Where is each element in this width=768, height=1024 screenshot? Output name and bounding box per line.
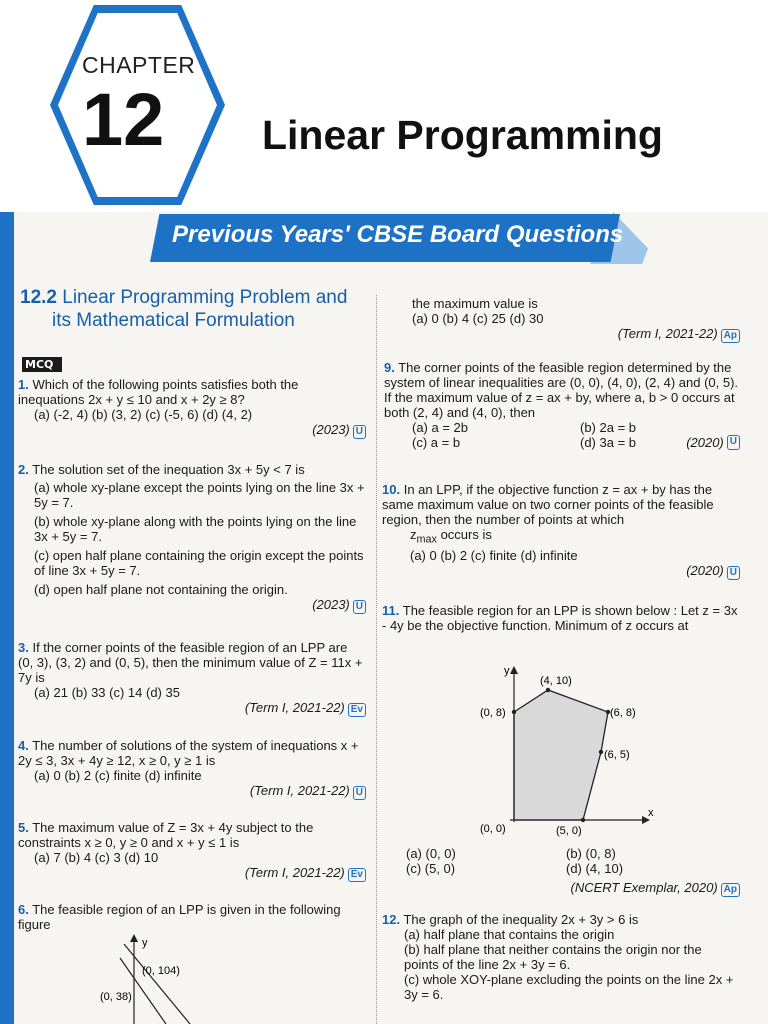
option-c: (c) whole XOY-plane excluding the points on the line 2x + 3y = 6. (404, 972, 734, 1002)
question-10 (382, 482, 740, 580)
point-label: (5, 0) (556, 825, 582, 837)
question-options: (a) 7 (b) 4 (c) 3 (d) 10 (34, 850, 159, 865)
option-b: (b) half plane that neither contains the origin nor the points of the line 2x + 3y = 6. (404, 942, 702, 972)
graph-point-label: (0, 104) (142, 965, 180, 977)
question-options: (a) 0 (b) 2 (c) finite (d) infinite (34, 768, 202, 783)
point-label: (6, 8) (610, 707, 636, 719)
question-number: 2. (18, 462, 29, 477)
question-9 (384, 360, 740, 450)
option-a: (a) whole xy-plane except the points lying on the line 3x + 5y = 7. (34, 480, 365, 510)
corner-point (546, 688, 550, 692)
corner-point (581, 818, 585, 822)
question-number: 3. (18, 640, 29, 655)
y-axis-arrow (130, 934, 138, 942)
question-number: 5. (18, 820, 29, 835)
question-number: 4. (18, 738, 29, 753)
graph-y-label: y (142, 937, 148, 949)
question-options: (a) (-2, 4) (b) (3, 2) (c) (-5, 6) (d) (4, 2) (34, 407, 253, 422)
difficulty-tag: U (353, 425, 366, 439)
zmax-symbol: z (410, 527, 417, 542)
question-text: Which of the following points satisfies both the inequations 2x + y ≤ 10 and x + 2y ≥ 8? (18, 377, 299, 407)
section-title (20, 286, 370, 332)
axis-label-x: x (648, 807, 654, 819)
y-axis-arrow (510, 666, 518, 674)
question-source: (2020) (686, 562, 724, 578)
question-text: The feasible region of an LPP is given in the following figure (18, 902, 341, 932)
question-3 (18, 640, 366, 717)
graph-point-label: (0, 38) (100, 991, 132, 1003)
chapter-title: Linear Programming (262, 112, 663, 158)
corner-point (512, 710, 516, 714)
difficulty-tag: U (727, 435, 740, 450)
option-a: (a) half plane that contains the origin (404, 927, 615, 942)
question-number: 6. (18, 902, 29, 917)
difficulty-tag: Ev (348, 868, 366, 882)
chapter-label: CHAPTER (82, 52, 196, 78)
question-text: The graph of the inequality 2x + 3y > 6 is (403, 912, 639, 927)
point-label: (0, 8) (480, 707, 506, 719)
question-number: 9. (384, 360, 395, 375)
question-text: The feasible region for an LPP is shown below : Let z = 3x - 4y be the objective function. Minimum of z occurs at (382, 603, 738, 633)
section-title-line2: its Mathematical Formulation (52, 310, 295, 331)
question-source: (2023) (312, 422, 350, 437)
axis-label-y: y (504, 665, 510, 677)
difficulty-tag: U (353, 786, 366, 800)
option-a: (a) (0, 0) (406, 846, 456, 861)
point-label: (0, 0) (480, 823, 506, 835)
question-source: (2020) (686, 435, 724, 450)
section-number: 12.2 (20, 287, 57, 308)
option-b: (b) whole xy-plane along with the points lying on the line 3x + 5y = 7. (34, 514, 357, 544)
question-2 (18, 462, 366, 614)
difficulty-tag: Ev (348, 703, 366, 717)
question-1 (18, 377, 366, 439)
question-options: (a) 0 (b) 2 (c) finite (d) infinite (410, 547, 578, 563)
question-4 (18, 738, 366, 800)
question-source: (Term I, 2021-22) (244, 700, 345, 715)
question-options: (a) 0 (b) 4 (c) 25 (d) 30 (412, 311, 544, 326)
question-number: 10. (382, 482, 401, 497)
question-11 (382, 603, 740, 633)
option-c: (c) (5, 0) (406, 861, 456, 876)
point-label: (4, 10) (540, 675, 572, 687)
question-number: 11. (382, 603, 400, 618)
question-number: 1. (18, 377, 29, 392)
question-text: The solution set of the inequation 3x + 5y < 7 is (32, 462, 305, 477)
banner-title: Previous Years' CBSE Board Questions (172, 221, 624, 248)
question-text: the maximum value is (412, 296, 538, 311)
feasible-region (514, 690, 608, 820)
question-6-continued (412, 296, 740, 343)
option-b: (b) 2a = b (580, 420, 637, 435)
question-12 (382, 912, 740, 1002)
question-text: The maximum value of Z = 3x + 4y subject to the constraints x ≥ 0, y ≥ 0 and x + y ≤ 1 is (18, 820, 314, 850)
difficulty-tag: U (353, 600, 366, 614)
question-source: (2023) (312, 597, 350, 612)
difficulty-tag: U (727, 566, 740, 580)
page-edge-stripe (0, 212, 14, 1024)
column-divider (376, 295, 377, 1024)
question-source: (Term I, 2021-22) (244, 865, 345, 880)
mcq-label: MCQ (22, 357, 62, 372)
option-a: (a) a = 2b (412, 420, 469, 435)
difficulty-tag: Ap (721, 329, 740, 343)
option-d: (d) (4, 10) (566, 861, 624, 876)
question-source: (NCERT Exemplar, 2020) (570, 880, 718, 895)
question-text: The number of solutions of the system of inequations x + 2y ≤ 3, 3x + 4y ≥ 12, x ≥ 0, y ≥ 1 is (18, 738, 359, 768)
question-options: (a) 21 (b) 33 (c) 14 (d) 35 (34, 685, 180, 700)
option-b: (b) (0, 8) (566, 846, 616, 861)
question-text: If the corner points of the feasible region of an LPP are (0, 3), (3, 2) and (0, 5), then the minimum value of Z = 11x + 7y is (18, 640, 363, 685)
q6-graph (90, 932, 290, 1024)
option-c: (c) open half plane containing the origin except the points of line 3x + 5y = 7. (34, 548, 364, 578)
point-label: (6, 5) (604, 749, 630, 761)
option-d: (d) 3a = b (580, 435, 637, 450)
option-d: (d) open half plane not containing the origin. (34, 582, 288, 597)
q11-feasible-region-graph (470, 662, 670, 840)
question-text: In an LPP, if the objective function z = ax + by has the same maximum value on two corner points of the feasible region, then the number of points at which (382, 482, 714, 527)
chapter-number: 12 (82, 78, 165, 161)
question-source: (Term I, 2021-22) (617, 326, 718, 341)
question-6 (18, 902, 366, 932)
zmax-tail: occurs is (436, 527, 492, 542)
question-number: 12. (382, 912, 401, 927)
question-source: (Term I, 2021-22) (249, 783, 350, 798)
question-text: The corner points of the feasible region determined by the system of linear inequalities are (0, 0), (4, 0), (2, 4) and (0, 5). If the maximum value of z = ax + by, where a, b > 0 occurs at both (2, 4) and (4, 0), then (384, 360, 739, 420)
question-5 (18, 820, 366, 882)
question-11-options (406, 846, 740, 897)
option-c: (c) a = b (412, 435, 461, 450)
difficulty-tag: Ap (721, 883, 740, 897)
corner-point (599, 750, 603, 754)
zmax-subscript: max (416, 533, 437, 546)
section-title-line1: Linear Programming Problem and (62, 287, 348, 308)
